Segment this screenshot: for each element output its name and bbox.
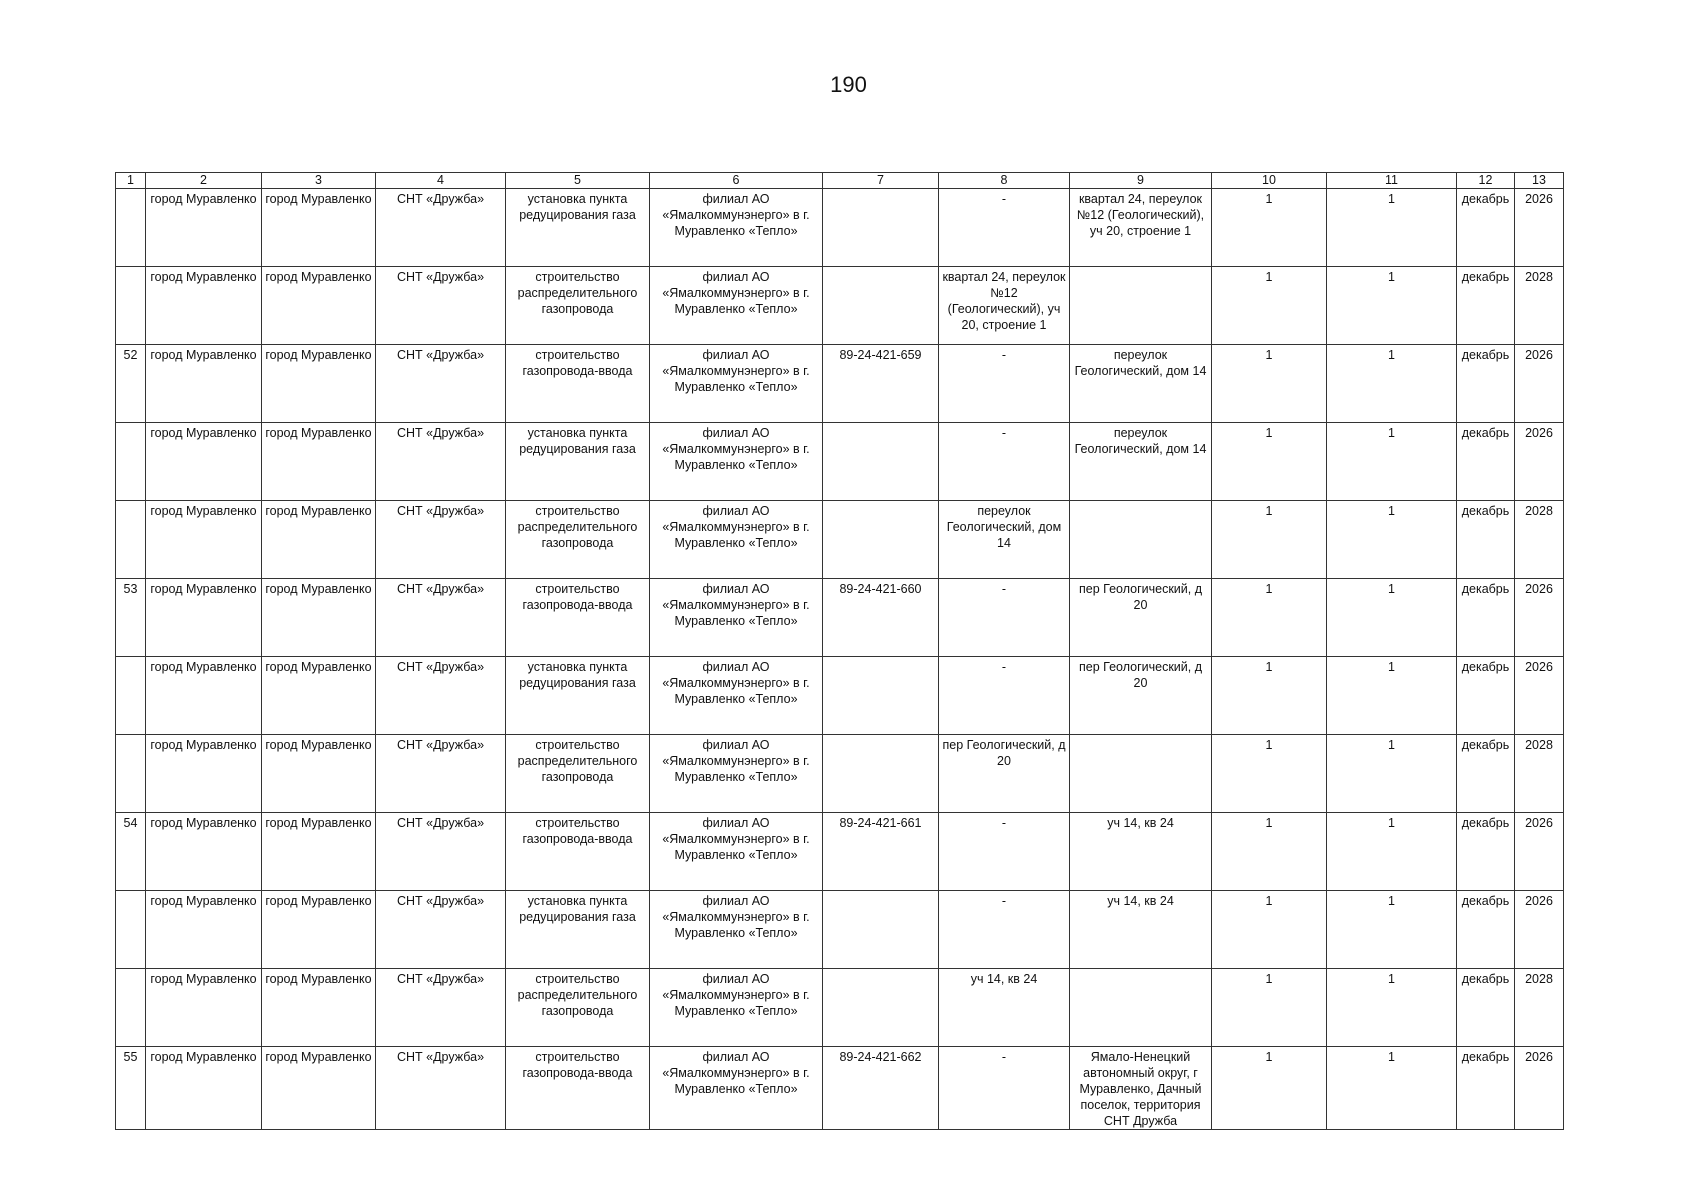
row-number-cell: 53 bbox=[116, 579, 146, 657]
route-address-cell: пер Геологический, д 20 bbox=[939, 735, 1070, 813]
count-b-cell: 1 bbox=[1327, 813, 1457, 891]
row-number-cell bbox=[116, 657, 146, 735]
count-a-cell: 1 bbox=[1212, 501, 1327, 579]
work-type-cell: строительство газопровода-ввода bbox=[506, 1047, 650, 1130]
settlement-cell: город Муравленко bbox=[262, 423, 376, 501]
territory-cell: СНТ «Дружба» bbox=[376, 189, 506, 267]
territory-cell: СНТ «Дружба» bbox=[376, 657, 506, 735]
count-b-cell: 1 bbox=[1327, 267, 1457, 345]
settlement-cell: город Муравленко bbox=[262, 891, 376, 969]
table-body bbox=[116, 173, 1564, 1130]
table-row bbox=[116, 267, 1564, 345]
work-type-cell: строительство распределительного газопровода bbox=[506, 501, 650, 579]
table-row bbox=[116, 657, 1564, 735]
route-address-cell: - bbox=[939, 891, 1070, 969]
count-a-cell: 1 bbox=[1212, 891, 1327, 969]
organization-cell: филиал АО «Ямалкоммунэнерго» в г. Муравленко «Тепло» bbox=[650, 267, 823, 345]
year-cell: 2026 bbox=[1515, 891, 1564, 969]
month-cell: декабрь bbox=[1457, 579, 1515, 657]
work-type-cell: строительство газопровода-ввода bbox=[506, 579, 650, 657]
table-row bbox=[116, 501, 1564, 579]
territory-cell: СНТ «Дружба» bbox=[376, 501, 506, 579]
organization-cell: филиал АО «Ямалкоммунэнерго» в г. Муравленко «Тепло» bbox=[650, 423, 823, 501]
column-header: 5 bbox=[506, 173, 650, 189]
settlement-cell: город Муравленко bbox=[262, 579, 376, 657]
municipality-cell: город Муравленко bbox=[146, 189, 262, 267]
column-header: 3 bbox=[262, 173, 376, 189]
route-address-cell: - bbox=[939, 657, 1070, 735]
municipality-cell: город Муравленко bbox=[146, 813, 262, 891]
route-address-cell: - bbox=[939, 579, 1070, 657]
table-row bbox=[116, 891, 1564, 969]
settlement-cell: город Муравленко bbox=[262, 969, 376, 1047]
work-type-cell: строительство газопровода-ввода bbox=[506, 813, 650, 891]
row-number-cell bbox=[116, 423, 146, 501]
territory-cell: СНТ «Дружба» bbox=[376, 969, 506, 1047]
work-type-cell: строительство распределительного газопровода bbox=[506, 969, 650, 1047]
count-a-cell: 1 bbox=[1212, 1047, 1327, 1130]
organization-cell: филиал АО «Ямалкоммунэнерго» в г. Муравленко «Тепло» bbox=[650, 501, 823, 579]
column-header: 7 bbox=[823, 173, 939, 189]
column-header: 1 bbox=[116, 173, 146, 189]
table-row bbox=[116, 735, 1564, 813]
route-address-cell: - bbox=[939, 423, 1070, 501]
territory-cell: СНТ «Дружба» bbox=[376, 423, 506, 501]
month-cell: декабрь bbox=[1457, 345, 1515, 423]
municipality-cell: город Муравленко bbox=[146, 969, 262, 1047]
settlement-cell: город Муравленко bbox=[262, 1047, 376, 1130]
row-number-cell bbox=[116, 189, 146, 267]
territory-cell: СНТ «Дружба» bbox=[376, 813, 506, 891]
year-cell: 2026 bbox=[1515, 657, 1564, 735]
territory-cell: СНТ «Дружба» bbox=[376, 267, 506, 345]
route-address-cell: - bbox=[939, 345, 1070, 423]
organization-cell: филиал АО «Ямалкоммунэнерго» в г. Муравленко «Тепло» bbox=[650, 1047, 823, 1130]
object-address-cell: пер Геологический, д 20 bbox=[1070, 657, 1212, 735]
count-a-cell: 1 bbox=[1212, 267, 1327, 345]
year-cell: 2026 bbox=[1515, 189, 1564, 267]
route-address-cell: - bbox=[939, 1047, 1070, 1130]
territory-cell: СНТ «Дружба» bbox=[376, 891, 506, 969]
year-cell: 2026 bbox=[1515, 579, 1564, 657]
count-a-cell: 1 bbox=[1212, 735, 1327, 813]
cadastral-number-cell bbox=[823, 657, 939, 735]
work-type-cell: строительство газопровода-ввода bbox=[506, 345, 650, 423]
year-cell: 2026 bbox=[1515, 345, 1564, 423]
cadastral-number-cell: 89-24-421-659 bbox=[823, 345, 939, 423]
cadastral-number-cell bbox=[823, 423, 939, 501]
count-a-cell: 1 bbox=[1212, 579, 1327, 657]
row-number-cell bbox=[116, 735, 146, 813]
year-cell: 2028 bbox=[1515, 267, 1564, 345]
table-row bbox=[116, 423, 1564, 501]
route-address-cell: - bbox=[939, 189, 1070, 267]
year-cell: 2026 bbox=[1515, 423, 1564, 501]
row-number-cell bbox=[116, 267, 146, 345]
column-header: 11 bbox=[1327, 173, 1457, 189]
organization-cell: филиал АО «Ямалкоммунэнерго» в г. Муравленко «Тепло» bbox=[650, 579, 823, 657]
table-row bbox=[116, 189, 1564, 267]
municipality-cell: город Муравленко bbox=[146, 579, 262, 657]
object-address-cell: пер Геологический, д 20 bbox=[1070, 579, 1212, 657]
column-number-row bbox=[116, 173, 1564, 189]
object-address-cell bbox=[1070, 267, 1212, 345]
column-header: 12 bbox=[1457, 173, 1515, 189]
year-cell: 2026 bbox=[1515, 1047, 1564, 1130]
object-address-cell bbox=[1070, 501, 1212, 579]
object-address-cell: переулок Геологический, дом 14 bbox=[1070, 423, 1212, 501]
route-address-cell: переулок Геологический, дом 14 bbox=[939, 501, 1070, 579]
settlement-cell: город Муравленко bbox=[262, 657, 376, 735]
month-cell: декабрь bbox=[1457, 969, 1515, 1047]
object-address-cell: Ямало-Ненецкий автономный округ, г Муравленко, Дачный поселок, территория СНТ Дружба bbox=[1070, 1047, 1212, 1130]
object-address-cell: уч 14, кв 24 bbox=[1070, 813, 1212, 891]
month-cell: декабрь bbox=[1457, 501, 1515, 579]
month-cell: декабрь bbox=[1457, 267, 1515, 345]
organization-cell: филиал АО «Ямалкоммунэнерго» в г. Муравленко «Тепло» bbox=[650, 735, 823, 813]
month-cell: декабрь bbox=[1457, 735, 1515, 813]
route-address-cell: - bbox=[939, 813, 1070, 891]
table-row bbox=[116, 1047, 1564, 1130]
row-number-cell bbox=[116, 501, 146, 579]
count-a-cell: 1 bbox=[1212, 345, 1327, 423]
cadastral-number-cell bbox=[823, 735, 939, 813]
year-cell: 2028 bbox=[1515, 501, 1564, 579]
organization-cell: филиал АО «Ямалкоммунэнерго» в г. Муравленко «Тепло» bbox=[650, 891, 823, 969]
count-b-cell: 1 bbox=[1327, 579, 1457, 657]
table-row bbox=[116, 813, 1564, 891]
count-a-cell: 1 bbox=[1212, 423, 1327, 501]
object-address-cell: квартал 24, переулок №12 (Геологический), уч 20, строение 1 bbox=[1070, 189, 1212, 267]
gas-facilities-table bbox=[115, 172, 1564, 1130]
settlement-cell: город Муравленко bbox=[262, 345, 376, 423]
row-number-cell: 54 bbox=[116, 813, 146, 891]
cadastral-number-cell: 89-24-421-660 bbox=[823, 579, 939, 657]
organization-cell: филиал АО «Ямалкоммунэнерго» в г. Муравленко «Тепло» bbox=[650, 969, 823, 1047]
count-b-cell: 1 bbox=[1327, 189, 1457, 267]
count-b-cell: 1 bbox=[1327, 657, 1457, 735]
territory-cell: СНТ «Дружба» bbox=[376, 345, 506, 423]
municipality-cell: город Муравленко bbox=[146, 891, 262, 969]
territory-cell: СНТ «Дружба» bbox=[376, 1047, 506, 1130]
object-address-cell bbox=[1070, 735, 1212, 813]
page-number: 190 bbox=[830, 72, 867, 97]
count-a-cell: 1 bbox=[1212, 969, 1327, 1047]
organization-cell: филиал АО «Ямалкоммунэнерго» в г. Муравленко «Тепло» bbox=[650, 813, 823, 891]
count-b-cell: 1 bbox=[1327, 501, 1457, 579]
count-a-cell: 1 bbox=[1212, 189, 1327, 267]
row-number-cell bbox=[116, 969, 146, 1047]
work-type-cell: установка пункта редуцирования газа bbox=[506, 189, 650, 267]
settlement-cell: город Муравленко bbox=[262, 189, 376, 267]
cadastral-number-cell: 89-24-421-662 bbox=[823, 1047, 939, 1130]
count-b-cell: 1 bbox=[1327, 969, 1457, 1047]
count-b-cell: 1 bbox=[1327, 1047, 1457, 1130]
organization-cell: филиал АО «Ямалкоммунэнерго» в г. Муравленко «Тепло» bbox=[650, 345, 823, 423]
object-address-cell: уч 14, кв 24 bbox=[1070, 891, 1212, 969]
territory-cell: СНТ «Дружба» bbox=[376, 735, 506, 813]
table-row bbox=[116, 345, 1564, 423]
month-cell: декабрь bbox=[1457, 657, 1515, 735]
work-type-cell: строительство распределительного газопровода bbox=[506, 267, 650, 345]
work-type-cell: установка пункта редуцирования газа bbox=[506, 423, 650, 501]
count-b-cell: 1 bbox=[1327, 735, 1457, 813]
year-cell: 2026 bbox=[1515, 813, 1564, 891]
column-header: 2 bbox=[146, 173, 262, 189]
column-header: 10 bbox=[1212, 173, 1327, 189]
count-a-cell: 1 bbox=[1212, 813, 1327, 891]
work-type-cell: строительство распределительного газопровода bbox=[506, 735, 650, 813]
month-cell: декабрь bbox=[1457, 1047, 1515, 1130]
object-address-cell: переулок Геологический, дом 14 bbox=[1070, 345, 1212, 423]
organization-cell: филиал АО «Ямалкоммунэнерго» в г. Муравленко «Тепло» bbox=[650, 657, 823, 735]
row-number-cell: 52 bbox=[116, 345, 146, 423]
work-type-cell: установка пункта редуцирования газа bbox=[506, 891, 650, 969]
settlement-cell: город Муравленко bbox=[262, 735, 376, 813]
table-row bbox=[116, 969, 1564, 1047]
municipality-cell: город Муравленко bbox=[146, 1047, 262, 1130]
count-b-cell: 1 bbox=[1327, 345, 1457, 423]
year-cell: 2028 bbox=[1515, 969, 1564, 1047]
row-number-cell: 55 bbox=[116, 1047, 146, 1130]
cadastral-number-cell bbox=[823, 189, 939, 267]
column-header: 6 bbox=[650, 173, 823, 189]
month-cell: декабрь bbox=[1457, 423, 1515, 501]
year-cell: 2028 bbox=[1515, 735, 1564, 813]
municipality-cell: город Муравленко bbox=[146, 501, 262, 579]
route-address-cell: квартал 24, переулок №12 (Геологический), уч 20, строение 1 bbox=[939, 267, 1070, 345]
settlement-cell: город Муравленко bbox=[262, 813, 376, 891]
object-address-cell bbox=[1070, 969, 1212, 1047]
cadastral-number-cell bbox=[823, 969, 939, 1047]
work-type-cell: установка пункта редуцирования газа bbox=[506, 657, 650, 735]
count-b-cell: 1 bbox=[1327, 891, 1457, 969]
cadastral-number-cell bbox=[823, 891, 939, 969]
municipality-cell: город Муравленко bbox=[146, 267, 262, 345]
month-cell: декабрь bbox=[1457, 813, 1515, 891]
cadastral-number-cell bbox=[823, 267, 939, 345]
settlement-cell: город Муравленко bbox=[262, 501, 376, 579]
municipality-cell: город Муравленко bbox=[146, 345, 262, 423]
municipality-cell: город Муравленко bbox=[146, 657, 262, 735]
month-cell: декабрь bbox=[1457, 891, 1515, 969]
column-header: 4 bbox=[376, 173, 506, 189]
territory-cell: СНТ «Дружба» bbox=[376, 579, 506, 657]
municipality-cell: город Муравленко bbox=[146, 735, 262, 813]
count-b-cell: 1 bbox=[1327, 423, 1457, 501]
month-cell: декабрь bbox=[1457, 189, 1515, 267]
cadastral-number-cell bbox=[823, 501, 939, 579]
municipality-cell: город Муравленко bbox=[146, 423, 262, 501]
cadastral-number-cell: 89-24-421-661 bbox=[823, 813, 939, 891]
count-a-cell: 1 bbox=[1212, 657, 1327, 735]
route-address-cell: уч 14, кв 24 bbox=[939, 969, 1070, 1047]
organization-cell: филиал АО «Ямалкоммунэнерго» в г. Муравленко «Тепло» bbox=[650, 189, 823, 267]
settlement-cell: город Муравленко bbox=[262, 267, 376, 345]
table-row bbox=[116, 579, 1564, 657]
column-header: 13 bbox=[1515, 173, 1564, 189]
column-header: 9 bbox=[1070, 173, 1212, 189]
row-number-cell bbox=[116, 891, 146, 969]
column-header: 8 bbox=[939, 173, 1070, 189]
